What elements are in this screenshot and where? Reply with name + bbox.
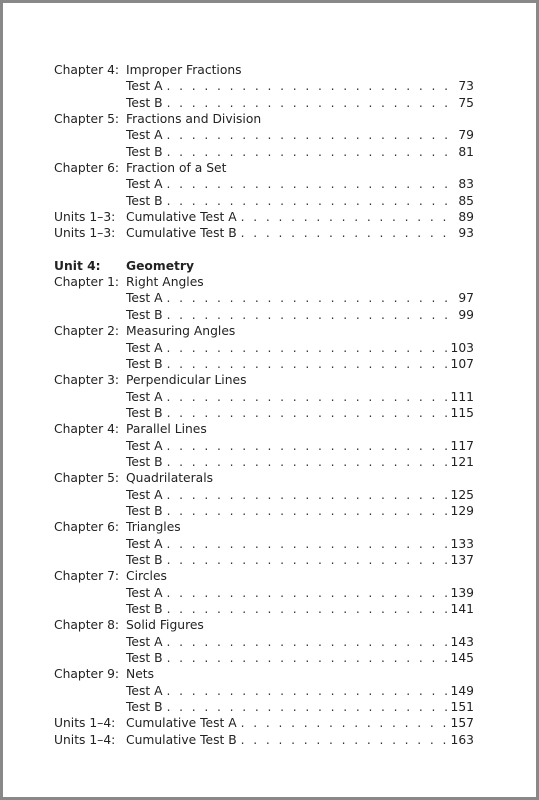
cumulative-test-entry xyxy=(54,209,474,225)
dot-leader xyxy=(167,176,448,192)
chapter-heading xyxy=(54,111,474,127)
test-entry xyxy=(54,405,474,421)
dot-leader xyxy=(167,193,448,209)
test-name: Cumulative Test A xyxy=(126,210,237,225)
dot-leader xyxy=(167,503,448,519)
entry-line xyxy=(126,307,474,323)
dot-leader xyxy=(167,536,448,552)
chapter-label: Chapter 8: xyxy=(54,618,120,633)
dot-leader xyxy=(167,454,448,470)
chapter-heading xyxy=(54,160,474,176)
chapter-heading xyxy=(54,323,474,339)
chapter-heading xyxy=(54,274,474,290)
entry-line xyxy=(126,193,474,209)
dot-leader xyxy=(167,634,448,650)
dot-leader xyxy=(167,290,448,306)
chapter-label: Chapter 1: xyxy=(54,275,120,290)
test-name: Test A xyxy=(126,340,163,355)
test-entry xyxy=(54,683,474,699)
page-number: 89 xyxy=(458,210,474,225)
document-page xyxy=(3,3,536,797)
chapter-title: Measuring Angles xyxy=(126,324,236,339)
chapter-heading xyxy=(54,372,474,388)
page-number: 117 xyxy=(450,438,474,453)
chapter-title: Nets xyxy=(126,667,154,682)
page-number: 75 xyxy=(458,95,474,110)
entry-line xyxy=(126,634,474,650)
chapter-heading xyxy=(54,519,474,535)
page-number: 107 xyxy=(450,356,474,371)
test-name: Test B xyxy=(126,700,163,715)
dot-leader xyxy=(167,78,448,94)
page-number: 93 xyxy=(458,226,474,241)
chapter-label: Chapter 5: xyxy=(54,471,120,486)
test-entry xyxy=(54,503,474,519)
entry-line xyxy=(126,601,474,617)
test-name: Test A xyxy=(126,536,163,551)
chapter-heading xyxy=(54,470,474,486)
test-name: Test B xyxy=(126,552,163,567)
cumulative-test-entry xyxy=(54,225,474,241)
chapter-title: Right Angles xyxy=(126,275,204,290)
dot-leader xyxy=(167,144,448,160)
entry-line xyxy=(126,438,474,454)
test-name: Test B xyxy=(126,307,163,322)
entry-line xyxy=(126,127,474,143)
chapter-label: Chapter 6: xyxy=(54,520,120,535)
entry-line xyxy=(126,699,474,715)
chapter-label: Chapter 9: xyxy=(54,667,120,682)
page-number: 137 xyxy=(450,552,474,567)
test-name: Test B xyxy=(126,503,163,518)
section-spacer xyxy=(54,242,474,258)
page-number: 141 xyxy=(450,602,474,616)
page-number: 73 xyxy=(458,79,474,94)
dot-leader xyxy=(167,438,448,454)
entry-line xyxy=(126,585,474,601)
test-name: Test B xyxy=(126,454,163,469)
test-name: Cumulative Test B xyxy=(126,732,237,747)
page-number: 81 xyxy=(458,144,474,159)
dot-leader xyxy=(167,356,448,372)
page-number: 139 xyxy=(450,585,474,600)
test-name: Test A xyxy=(126,585,163,600)
test-entry xyxy=(54,78,474,94)
chapter-title: Fractions and Division xyxy=(126,112,262,127)
dot-leader xyxy=(167,389,448,405)
entry-line xyxy=(126,683,474,699)
test-entry xyxy=(54,176,474,192)
test-entry xyxy=(54,144,474,160)
page-number: 129 xyxy=(450,503,474,518)
dot-leader xyxy=(167,340,448,356)
page-number: 97 xyxy=(458,291,474,306)
chapter-label: Chapter 3: xyxy=(54,373,120,388)
test-name: Test A xyxy=(126,487,163,502)
page-number: 115 xyxy=(450,405,474,420)
test-entry xyxy=(54,585,474,601)
entry-line xyxy=(126,78,474,94)
dot-leader xyxy=(241,225,448,241)
chapter-heading xyxy=(54,421,474,437)
dot-leader xyxy=(167,650,448,666)
entry-line xyxy=(126,732,474,748)
test-entry xyxy=(54,650,474,666)
entry-line xyxy=(126,144,474,160)
test-entry xyxy=(54,127,474,143)
test-name: Test A xyxy=(126,128,163,143)
page-number: 99 xyxy=(458,307,474,322)
chapter-title: Quadrilaterals xyxy=(126,471,214,486)
test-name: Test A xyxy=(126,389,163,404)
dot-leader xyxy=(167,683,448,699)
test-entry xyxy=(54,438,474,454)
entry-line xyxy=(126,536,474,552)
chapter-title: Triangles xyxy=(126,520,181,535)
test-entry xyxy=(54,601,474,617)
page-number: 133 xyxy=(450,536,474,551)
test-name: Test A xyxy=(126,79,163,94)
page-number: 143 xyxy=(450,634,474,649)
dot-leader xyxy=(241,732,448,748)
test-name: Cumulative Test B xyxy=(126,226,237,241)
test-entry xyxy=(54,536,474,552)
entry-line xyxy=(126,650,474,666)
page-number: 151 xyxy=(450,700,474,715)
entry-line xyxy=(126,290,474,306)
units-label: Units 1–4: xyxy=(54,732,116,747)
dot-leader xyxy=(241,209,448,225)
test-name: Test B xyxy=(126,356,163,371)
chapter-label: Chapter 4: xyxy=(54,63,120,77)
test-entry xyxy=(54,356,474,372)
unit-label: Unit 4: xyxy=(54,258,101,273)
chapter-heading xyxy=(54,62,474,78)
page-number: 103 xyxy=(450,340,474,355)
test-name: Test A xyxy=(126,177,163,192)
entry-line xyxy=(126,340,474,356)
chapter-label: Chapter 4: xyxy=(54,422,120,437)
chapter-title: Improper Fractions xyxy=(126,63,242,77)
test-entry xyxy=(54,634,474,650)
cumulative-test-entry xyxy=(54,732,474,748)
test-entry xyxy=(54,699,474,715)
unit-title: Geometry xyxy=(126,258,194,273)
chapter-label: Chapter 5: xyxy=(54,112,120,127)
page-number: 125 xyxy=(450,487,474,502)
entry-line xyxy=(126,176,474,192)
page-number: 111 xyxy=(450,389,474,404)
test-entry xyxy=(54,552,474,568)
chapter-title: Fraction of a Set xyxy=(126,161,227,176)
chapter-title: Circles xyxy=(126,569,167,584)
page-number: 145 xyxy=(450,651,474,666)
entry-line xyxy=(126,487,474,503)
test-name: Test A xyxy=(126,634,163,649)
dot-leader xyxy=(167,307,448,323)
entry-line xyxy=(126,503,474,519)
entry-line xyxy=(126,356,474,372)
test-name: Test B xyxy=(126,651,163,666)
test-entry xyxy=(54,95,474,111)
dot-leader xyxy=(167,552,448,568)
test-entry xyxy=(54,307,474,323)
chapter-label: Chapter 7: xyxy=(54,569,120,584)
entry-line xyxy=(126,405,474,421)
dot-leader xyxy=(167,487,448,503)
page-number: 149 xyxy=(450,683,474,698)
unit-heading xyxy=(54,258,474,274)
chapter-heading xyxy=(54,666,474,682)
chapter-heading xyxy=(54,568,474,584)
dot-leader xyxy=(167,699,448,715)
chapter-title: Perpendicular Lines xyxy=(126,373,247,388)
table-of-contents xyxy=(54,62,474,748)
test-name: Test B xyxy=(126,602,163,616)
page-number: 163 xyxy=(450,732,474,747)
units-label: Units 1–4: xyxy=(54,716,116,731)
test-name: Test A xyxy=(126,683,163,698)
test-name: Test A xyxy=(126,291,163,306)
dot-leader xyxy=(167,405,448,421)
cumulative-test-entry xyxy=(54,715,474,731)
test-name: Test A xyxy=(126,438,163,453)
test-name: Test B xyxy=(126,95,163,110)
chapter-title: Solid Figures xyxy=(126,618,204,633)
dot-leader xyxy=(167,601,448,617)
dot-leader xyxy=(167,585,448,601)
test-name: Test B xyxy=(126,144,163,159)
units-label: Units 1–3: xyxy=(54,210,116,225)
page-number: 121 xyxy=(450,454,474,469)
entry-line xyxy=(126,209,474,225)
entry-line xyxy=(126,454,474,470)
units-label: Units 1–3: xyxy=(54,226,116,241)
test-name: Cumulative Test A xyxy=(126,716,237,731)
test-entry xyxy=(54,389,474,405)
test-name: Test B xyxy=(126,193,163,208)
test-entry xyxy=(54,193,474,209)
chapter-label: Chapter 2: xyxy=(54,324,120,339)
chapter-label: Chapter 6: xyxy=(54,161,120,176)
entry-line xyxy=(126,389,474,405)
test-entry xyxy=(54,290,474,306)
page-number: 79 xyxy=(458,128,474,143)
chapter-heading xyxy=(54,617,474,633)
test-name: Test B xyxy=(126,405,163,420)
test-entry xyxy=(54,340,474,356)
entry-line xyxy=(126,715,474,731)
page-number: 85 xyxy=(458,193,474,208)
chapter-title: Parallel Lines xyxy=(126,422,207,437)
entry-line xyxy=(126,95,474,111)
entry-line xyxy=(126,225,474,241)
entry-line xyxy=(126,552,474,568)
dot-leader xyxy=(167,95,448,111)
test-entry xyxy=(54,454,474,470)
page-number: 83 xyxy=(458,177,474,192)
dot-leader xyxy=(167,127,448,143)
dot-leader xyxy=(241,715,448,731)
page-number: 157 xyxy=(450,716,474,731)
test-entry xyxy=(54,487,474,503)
